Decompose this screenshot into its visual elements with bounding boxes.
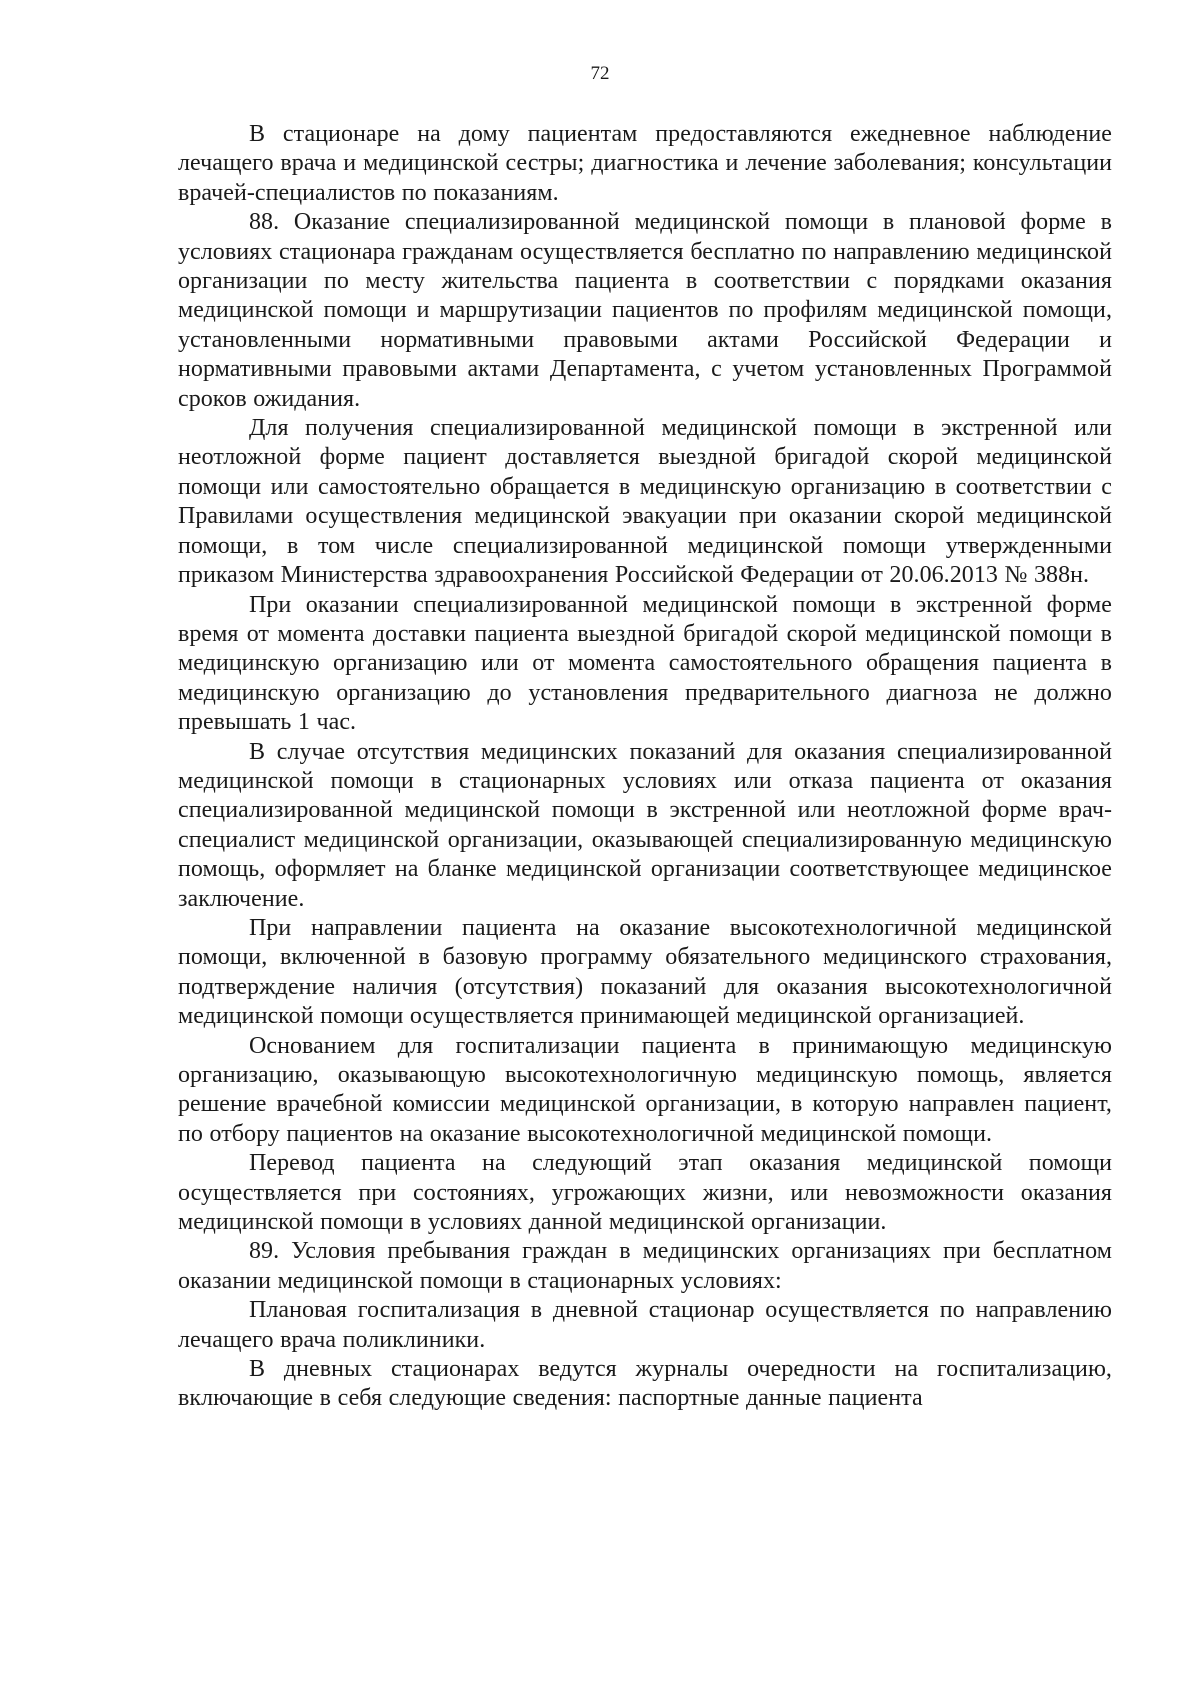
paragraph-89: 89. Условия пребывания граждан в медицинских организациях при бесплатном оказании медицинской помощи в стационарных условиях: <box>178 1238 1112 1294</box>
paragraph-emergency-time: При оказании специализированной медицинской помощи в экстренной форме время от момента доставки пациента выездной бригадой скорой медицинской помощи в медицинскую организацию или от момента самостоятельного обращения пациента в медицинскую организацию до установления предварительного диагноза не должно превышать 1 час. <box>178 591 1112 736</box>
paragraph-day-hospital-journals: В дневных стационарах ведутся журналы очередности на госпитализацию, включающие в себя следующие сведения: паспортные данные пациента <box>178 1356 1112 1412</box>
paragraph-no-indications: В случае отсутствия медицинских показаний для оказания специализированной медицинской помощи в стационарных условиях или отказа пациента от оказания специализированной медицинской помощи в экстренной или неотложной форме врач-специалист медицинской организации, оказывающей специализированную медицинскую помощь, оформляет на бланке медицинской организации соответствующее медицинское заключение. <box>178 738 1112 912</box>
paragraph-emergency-delivery: Для получения специализированной медицинской помощи в экстренной или неотложной форме пациент доставляется выездной бригадой скорой медицинской помощи или самостоятельно обращается в медицинскую организацию в соответствии с Правилами осуществления медицинской эвакуации при оказании скорой медицинской помощи, в том числе специализированной медицинской помощи утвержденными приказом Министерства здравоохранения Российской Федерации от 20.06.2013 № 388н. <box>178 415 1112 589</box>
paragraph-home-hospital: В стационаре на дому пациентам предоставляются ежедневное наблюдение лечащего врача и медицинской сестры; диагностика и лечение заболевания; консультации врачей-специалистов по показаниям. <box>178 121 1112 206</box>
paragraph-88: 88. Оказание специализированной медицинской помощи в плановой форме в условиях стационара гражданам осуществляется бесплатно по направлению медицинской организации по месту жительства пациента в соответствии с порядками оказания медицинской помощи и маршрутизации пациентов по профилям медицинской помощи, установленными нормативными правовыми актами Российской Федерации и нормативными правовыми актами Департамента, с учетом установленных Программой сроков ожидания. <box>178 209 1112 412</box>
paragraph-transfer: Перевод пациента на следующий этап оказания медицинской помощи осуществляется при состояниях, угрожающих жизни, или невозможности оказания медицинской помощи в условиях данной медицинской организации. <box>178 1150 1112 1236</box>
paragraph-planned-day-hospital: Плановая госпитализация в дневной стационар осуществляется по направлению лечащего врача поликлиники. <box>178 1297 1112 1353</box>
page-number: 72 <box>590 63 610 84</box>
document-body <box>178 120 1112 1414</box>
paragraph-high-tech-referral: При направлении пациента на оказание высокотехнологичной медицинской помощи, включенной в базовую программу обязательного медицинского страхования, подтверждение наличия (отсутствия) показаний для оказания высокотехнологичной медицинской помощи осуществляется принимающей медицинской организацией. <box>178 914 1112 1030</box>
paragraph-hospitalization-basis: Основанием для госпитализации пациента в принимающую медицинскую организацию, оказывающую высокотехнологичную медицинскую помощь, является решение врачебной комиссии медицинской организации, в которую направлен пациент, по отбору пациентов на оказание высокотехнологичной медицинской помощи. <box>178 1032 1112 1147</box>
